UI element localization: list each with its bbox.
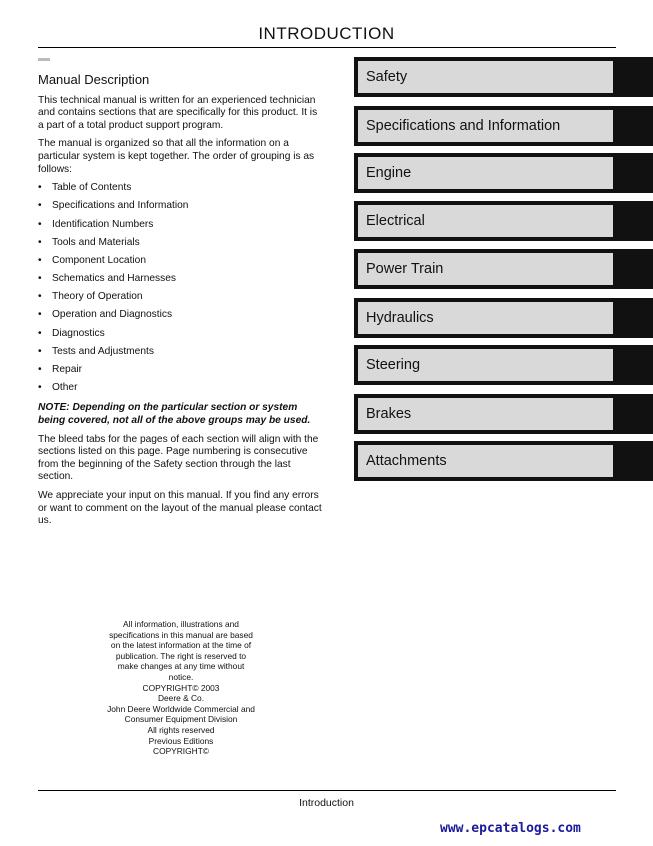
page-title: INTRODUCTION xyxy=(258,24,395,43)
list-item: • Operation and Diagnostics xyxy=(38,309,173,321)
copyright-line: publication. The right is reserved to xyxy=(115,650,247,661)
list-item: • Other xyxy=(38,382,78,394)
manual-description-section xyxy=(38,74,323,534)
list-item: • Identification Numbers xyxy=(38,218,154,230)
copyright-line: Consumer Equipment Division xyxy=(124,714,238,725)
copyright-line: Deere & Co. xyxy=(157,693,205,704)
list-item: • Tests and Adjustments xyxy=(38,345,154,357)
copyright-line: notice. xyxy=(168,671,194,682)
top-rule xyxy=(38,47,616,48)
list-item: • Diagnostics xyxy=(38,327,105,339)
list-item: • Theory of Operation xyxy=(38,291,143,303)
tab-power-train[interactable] xyxy=(354,249,653,289)
paragraph-3: The bleed tabs for the pages of each section will align with the sections listed on this page. Page numbering is consecutive from the beginning of the Safety section through the last section. xyxy=(38,433,319,483)
copyright-line: All information, illustrations and xyxy=(123,619,239,629)
tab-label: Safety xyxy=(358,61,613,93)
tab-label: Brakes xyxy=(358,398,613,430)
tab-specifications-and-information[interactable] xyxy=(354,106,653,146)
tab-safety[interactable] xyxy=(354,57,653,97)
watermark-link[interactable]: www.epcatalogs.com xyxy=(440,821,581,836)
copyright-line: on the latest information at the time of xyxy=(110,640,252,651)
tab-hydraulics[interactable] xyxy=(354,298,653,338)
tab-electrical[interactable] xyxy=(354,201,653,241)
tab-steering[interactable] xyxy=(354,345,653,385)
paragraph-4: We appreciate your input on this manual. If you find any errors or want to comment on the layout of the manual please contact us. xyxy=(38,489,322,527)
section-heading: Manual Description xyxy=(38,72,150,87)
tab-engine[interactable] xyxy=(354,153,653,193)
list-item: • Specifications and Information xyxy=(38,200,189,212)
paragraph-1: This technical manual is written for an experienced technician and contains sections that are specifically for this product. It is a part of a total product support program. xyxy=(38,94,318,131)
tab-label: Electrical xyxy=(358,205,613,237)
list-item: • Table of Contents xyxy=(38,182,132,194)
tab-brakes[interactable] xyxy=(354,394,653,434)
list-item: • Tools and Materials xyxy=(38,236,140,248)
copyright-line: COPYRIGHT© xyxy=(153,746,209,757)
copyright-line: John Deere Worldwide Commercial and xyxy=(107,703,255,714)
copyright-line: specifications in this manual are based xyxy=(109,629,253,640)
bottom-rule xyxy=(38,790,616,791)
margin-mark xyxy=(38,58,50,61)
paragraph-2: The manual is organized so that all the information on a particular system is kept together. The order of grouping is as follows: xyxy=(38,138,315,175)
copyright-line: COPYRIGHT© 2003 xyxy=(142,682,220,693)
tab-label: Specifications and Information xyxy=(358,110,613,142)
tab-label: Attachments xyxy=(358,445,613,477)
tab-label: Steering xyxy=(358,349,613,381)
note-text: NOTE: Depending on the particular section or system being covered, not all of the above groups may be used. xyxy=(38,402,311,426)
copyright-line: make changes at any time without xyxy=(117,661,245,672)
tab-label: Power Train xyxy=(358,253,613,285)
footer-section-label: Introduction xyxy=(299,797,354,809)
tab-attachments[interactable] xyxy=(354,441,653,481)
copyright-line: Previous Editions xyxy=(148,735,214,746)
list-item: • Component Location xyxy=(38,254,147,266)
copyright-notice xyxy=(96,619,266,757)
grouping-list xyxy=(38,182,323,400)
tab-label: Engine xyxy=(358,157,613,189)
list-item: • Schematics and Harnesses xyxy=(38,273,177,285)
list-item: • Repair xyxy=(38,364,83,376)
tab-label: Hydraulics xyxy=(358,302,613,334)
copyright-line: All rights reserved xyxy=(147,724,215,735)
